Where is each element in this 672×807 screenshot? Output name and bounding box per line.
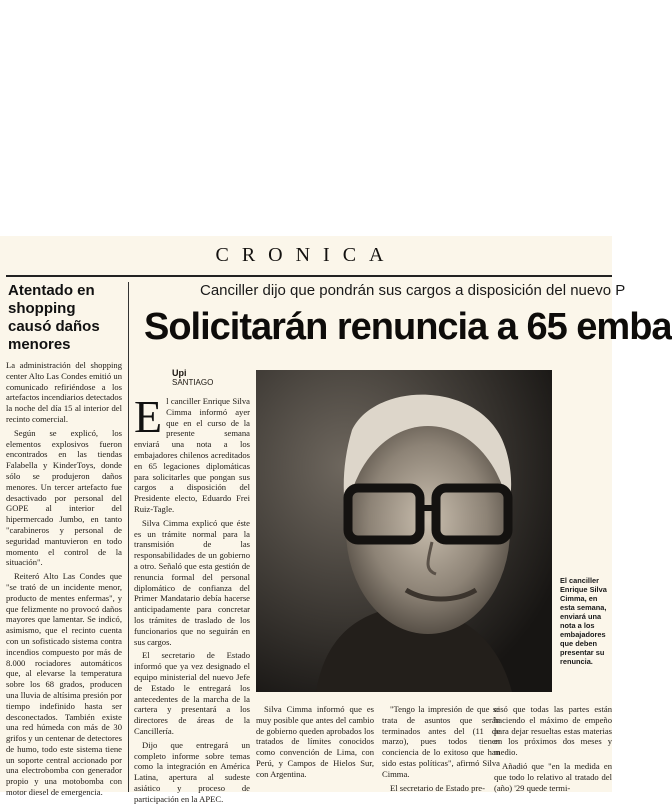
section-title: CRONICA <box>215 244 397 266</box>
main-article-paragraph: Dijo que entregará un completo informe sobre temas como la integración en América Latina, apertura al sudeste asiático y proceso de participación en la APEC. <box>134 739 250 804</box>
portrait-photo <box>256 370 552 692</box>
main-article-headline: Solicitarán renuncia a 65 emba <box>144 306 672 348</box>
main-article-paragraph: cisó que todas las partes están haciendo el máximo de empeño para dejar resueltas estas materias en los próximos dos meses y medio. <box>494 704 612 758</box>
main-article-column-4 <box>494 704 612 796</box>
main-article-paragraph <box>134 391 250 515</box>
main-article-column-2 <box>256 704 374 783</box>
main-article-lead: l canciller Enrique Silva Cimma informó ayer que en el curso de la presente semana enviará una nota a los embajadores chilenos acreditados en 65 legaciones diplomáticas para solicitarles que pongan sus cargos a disposición del Presidente electo, Eduardo Frei Ruiz-Tagle. <box>134 396 250 514</box>
main-article-column-1 <box>134 391 250 807</box>
main-article-paragraph: El secretario de Estado pre- <box>390 782 485 793</box>
main-article-paragraph: El secretario de Estado informó que ya vez designado el equipo ministerial del nuevo Jefe de Estado le entregará los antecedentes de la marcha de la cartera y presentará a los directores de áreas de la Cancillería. <box>134 650 250 736</box>
dateline-place: SANTIAGO <box>172 378 214 387</box>
drop-cap: E <box>134 391 163 442</box>
left-article-paragraph: Reiteró Alto Las Condes que "se trató de un incidente menor, producto de mentes enfermas", y que felizmente no provocó daños mayores que lamentar. Se indicó, asimismo, que el recinto cuenta con un sofisticado sistema contra incendios compuesto por más de 8.000 rociadores automáticos que, al elevarse la temperatura sobre los 68 grados, producen una lluvia de altísima presión por tiempo indefinido hasta ser desconectados. También existe una red húmeda con más de 30 grifos y un centenar de detectores de humo, todo este sistema tiene un soporte central accionado por una electrobomba con generador propio y una motobomba con motor diesel de emergencia. <box>6 571 122 798</box>
left-article-paragraph: Según se explicó, los elementos explosivos fueron encontrados en las tiendas Falabella y KinderToys, donde sólo se produjeron daños menores. Un tercer artefacto fue desactivado por personal del GOPE al interior del hipermercado Jumbo, en tanto "carabineros y personal de seguridad mantuvieron en todo momento el control de la situación". <box>6 427 122 568</box>
left-article-headline: Atentado en shopping causó daños menores <box>8 282 100 353</box>
main-article-kicker: Canciller dijo que pondrán sus cargos a disposición del nuevo P <box>200 282 626 299</box>
section-rule <box>6 275 612 277</box>
main-article-column-3 <box>382 704 500 796</box>
column-divider <box>128 282 129 792</box>
left-article <box>6 282 122 801</box>
main-article-paragraph: Silva Cimma informó que es muy posible que antes del cambio de gobierno queden aprobados los tratados de límites conocidos como convención de Lima, con Perú, y Campos de Hielos Sur, con Argentina. <box>256 704 374 779</box>
main-article-paragraph: Añadió que "en la medida en que todo lo relativo al tratado del (año) '29 quede termi- <box>494 760 612 793</box>
left-article-paragraph: La administración del shopping center Alto Las Condes emitió un comunicado refiriéndose a los artefactos incendiarios detectados la noche del día 15 al interior del recinto comercial. <box>6 360 122 424</box>
photo-caption: El canciller Enrique Silva Cimma, en esta semana, enviará una nota a los embajadores que deben presentar su renuncia. <box>560 576 607 666</box>
main-article-paragraph: Silva Cimma explicó que éste es un trámite normal para la transmisión de las responsabilidades de un gobierno a otro. Señaló que esta gestión de renuncia formal del personal diplomático de confianza del Primer Mandatario debía hacerse anticipadamente para concretar los trámites de traslado de los funcionarios que no seguirán en sus cargos. <box>134 517 250 647</box>
main-article-paragraph: "Tengo la impresión de que se trata de asuntos que serán terminados antes del (11 de marzo), pues todos tienen conciencia de lo exitoso que han sido estas políticas", afirmó Silva Cimma. <box>382 704 500 779</box>
news-agency: Upi <box>172 368 187 378</box>
newspaper-clipping <box>0 236 672 804</box>
portrait-illustration <box>256 370 552 692</box>
byline <box>172 368 213 387</box>
